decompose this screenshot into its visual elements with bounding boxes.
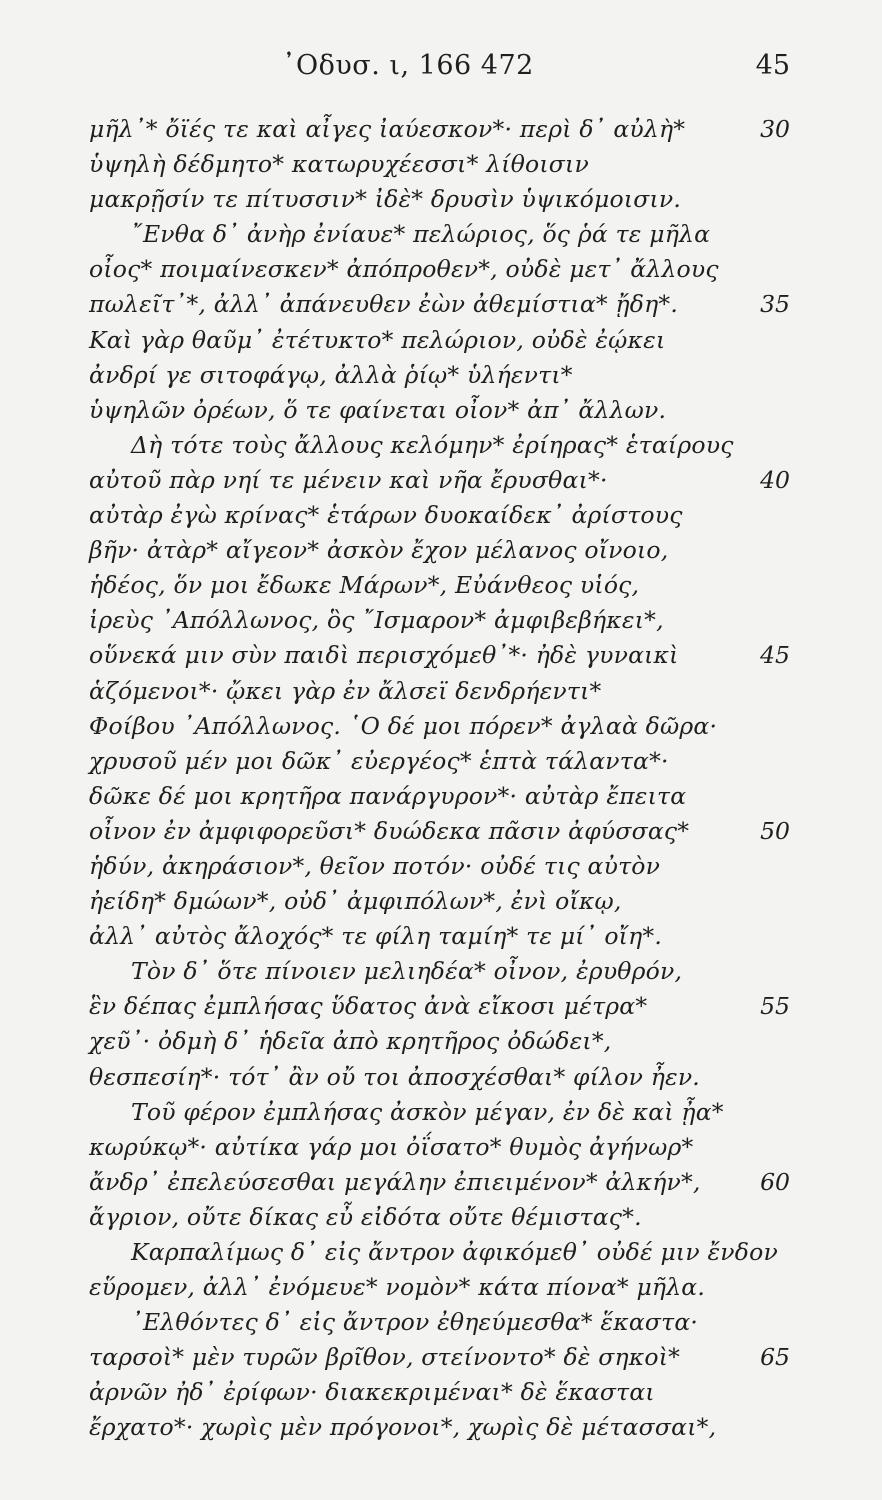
verse-text: ἱρεὺς ᾿Απόλλωνος, ὃς ῎Ισμαρον* ἀμφιβεβήκει*,: [89, 606, 664, 635]
verse-text: οἶος* ποιμαίνεσκεν* ἀπόπροθεν*, οὐδὲ μετ᾿ ἄλλους: [89, 255, 719, 284]
verse-text: πωλεῖτ᾿*, ἀλλ᾿ ἀπάνευθεν ἐὼν ἀθεμίστια* ᾔδη*.: [89, 290, 679, 319]
verse-text: ὑψηλῶν ὀρέων, ὅ τε φαίνεται οἶον* ἀπ᾿ ἄλλων.: [89, 395, 667, 424]
verse-line: [0, 182, 882, 217]
verse-line: [0, 568, 882, 603]
verse-text: κωρύκῳ*· αὐτίκα γάρ μοι ὀΐσατο* θυμὸς ἀγήνωρ*: [89, 1132, 694, 1161]
line-number: 30: [760, 115, 790, 143]
verse-line: [0, 112, 882, 147]
header-title: ᾿Οδυσ. ι, 166 472: [282, 50, 534, 81]
verse-line: [0, 1060, 882, 1095]
line-number: 65: [760, 1343, 790, 1372]
verse-line: [0, 1130, 882, 1165]
verse-line: [0, 954, 882, 989]
verse-line: [0, 1165, 882, 1200]
verse-text: βῆν· ἀτὰρ* αἴγεον* ἀσκὸν ἔχον μέλανος οἴνοιο,: [89, 536, 669, 565]
verse-text: εὕρομεν, ἀλλ᾿ ἐνόμευε* νομὸν* κάτα πίονα* μῆλα.: [89, 1273, 706, 1302]
verse-text: ἄνδρ᾿ ἐπελεύσεσθαι μεγάλην ἐπιειμένον* ἀλκήν*,: [89, 1167, 701, 1196]
verse-text: ὑψηλὴ δέδμητο* κατωρυχέεσσι* λίθοισιν: [89, 150, 589, 179]
verse-text: δῶκε δέ μοι κρητῆρα πανάργυρον*· αὐτὰρ ἔπειτα: [89, 781, 687, 810]
verse-line: [0, 849, 882, 884]
verse-text: μῆλ᾿* ὄϊές τε καὶ αἶγες ἰαύεσκον*· περὶ δ᾿ αὐλὴ*: [89, 115, 686, 143]
verse-text: χρυσοῦ μέν μοι δῶκ᾿ εὐεργέος* ἑπτὰ τάλαντα*·: [89, 746, 669, 775]
verse-line: [0, 287, 882, 322]
verse-line: [0, 393, 882, 428]
verse-text: ἡδέος, ὅν μοι ἔδωκε Μάρων*, Εὐάνθεος υἱός,: [89, 571, 640, 600]
verse-text: ἁζόμενοι*· ᾤκει γὰρ ἐν ἄλσεϊ δενδρήεντι*: [89, 676, 602, 705]
verse-text: ῎Ενθα δ᾿ ἀνὴρ ἐνίαυε* πελώριος, ὅς ῥά τε μῆλα: [131, 220, 711, 249]
verse-text: ἀνδρί γε σιτοφάγῳ, ἀλλὰ ῥίῳ* ὑλήεντι*: [89, 360, 573, 389]
verse-line: [0, 358, 882, 393]
verse-line: [0, 1340, 882, 1375]
verse-line: [0, 744, 882, 779]
verse-line: [0, 1270, 882, 1305]
verse-line: [0, 884, 882, 919]
verse-text: Τοῦ φέρον ἐμπλήσας ἀσκὸν μέγαν, ἐν δὲ καὶ ᾖα*: [131, 1097, 724, 1126]
verse-line: [0, 463, 882, 498]
verse-line: [0, 779, 882, 814]
verse-text: ᾿Ελθόντες δ᾿ εἰς ἄντρον ἐθηεύμεσθα* ἕκαστα·: [131, 1308, 699, 1337]
verse-line: [0, 709, 882, 744]
line-number: 60: [760, 1167, 790, 1196]
verse-line: [0, 1410, 882, 1445]
verse-text: χεῦ᾿· ὀδμὴ δ᾿ ἡδεῖα ἀπὸ κρητῆρος ὀδώδει*,: [89, 1027, 612, 1056]
verse-line: [0, 217, 882, 252]
line-number: 35: [760, 290, 790, 319]
verse-text: αὐτοῦ πὰρ νηί τε μένειν καὶ νῆα ἔρυσθαι*·: [89, 465, 608, 494]
verse-line: [0, 674, 882, 709]
verse-text: οὕνεκά μιν σὺν παιδὶ περισχόμεθ᾿*· ἠδὲ γυναικὶ: [89, 641, 679, 670]
verse-line: [0, 147, 882, 182]
verse-text: ἓν δέπας ἐμπλήσας ὕδατος ἀνὰ εἴκοσι μέτρα*: [89, 992, 648, 1021]
running-header: [0, 50, 882, 90]
verse-text: ἀλλ᾿ αὐτὸς ἄλοχός* τε φίλη ταμίη* τε μί᾿ οἴη*.: [89, 922, 662, 951]
verse-text: Δὴ τότε τοὺς ἄλλους κελόμην* ἐρίηρας* ἑταίρους: [131, 430, 734, 459]
verse-line: [0, 814, 882, 849]
verse-line: [0, 428, 882, 463]
verse-line: [0, 1200, 882, 1235]
verse-line: [0, 638, 882, 673]
verse-line: [0, 498, 882, 533]
verse-line: [0, 1235, 882, 1270]
line-number: 50: [760, 816, 790, 845]
verse-text: θεσπεσίη*· τότ᾿ ἂν οὔ τοι ἀποσχέσθαι* φίλον ἦεν.: [89, 1062, 700, 1091]
verse-line: [0, 603, 882, 638]
line-number: 45: [760, 641, 790, 670]
line-number: 40: [760, 465, 790, 494]
page-number: 45: [755, 50, 790, 81]
verse-text: μακρῇσίν τε πίτυσσιν* ἰδὲ* δρυσὶν ὑψικόμοισιν.: [89, 185, 682, 214]
verse-text: Φοίβου ᾿Απόλλωνος. ῾Ο δέ μοι πόρεν* ἀγλαὰ δῶρα·: [89, 711, 718, 740]
verse-text: Καὶ γὰρ θαῦμ᾿ ἐτέτυκτο* πελώριον, οὐδὲ ἐῴκει: [89, 325, 666, 354]
verse-line: [0, 1375, 882, 1410]
verse-text: ταρσοὶ* μὲν τυρῶν βρῖθον, στείνοντο* δὲ σηκοὶ*: [89, 1343, 681, 1372]
verse-line: [0, 1095, 882, 1130]
verse-line: [0, 252, 882, 287]
verse-text: ἡδύν, ἀκηράσιον*, θεῖον ποτόν· οὐδέ τις αὐτὸν: [89, 851, 661, 880]
verse-line: [0, 1305, 882, 1340]
verse-line: [0, 919, 882, 954]
verse-text: Καρπαλίμως δ᾿ εἰς ἄντρον ἀφικόμεθ᾿ οὐδέ μιν ἔνδον: [131, 1238, 778, 1266]
verse-text: Τὸν δ᾿ ὅτε πίνοιεν μελιηδέα* οἶνον, ἐρυθρόν,: [131, 957, 683, 986]
verse-text: ἀρνῶν ἠδ᾿ ἐρίφων· διακεκριμέναι* δὲ ἕκασται: [89, 1378, 655, 1407]
verse-line: [0, 323, 882, 358]
verse-text: ἠείδη* δμώων*, οὐδ᾿ ἀμφιπόλων*, ἐνὶ οἴκῳ,: [89, 887, 622, 916]
verse-text-block: [0, 112, 882, 1446]
line-number: 55: [760, 992, 790, 1021]
verse-line: [0, 989, 882, 1024]
verse-text: οἶνον ἐν ἀμφιφορεῦσι* δυώδεκα πᾶσιν ἀφύσσας*: [89, 816, 690, 845]
verse-text: ἄγριον, οὔτε δίκας εὖ εἰδότα οὔτε θέμιστας*.: [89, 1202, 642, 1231]
verse-line: [0, 533, 882, 568]
verse-text: αὐτὰρ ἐγὼ κρίνας* ἑτάρων δυοκαίδεκ᾿ ἀρίστους: [89, 501, 683, 530]
verse-text: ἔρχατο*· χωρὶς μὲν πρόγονοι*, χωρὶς δὲ μέτασσαι*,: [89, 1413, 717, 1442]
verse-line: [0, 1024, 882, 1059]
